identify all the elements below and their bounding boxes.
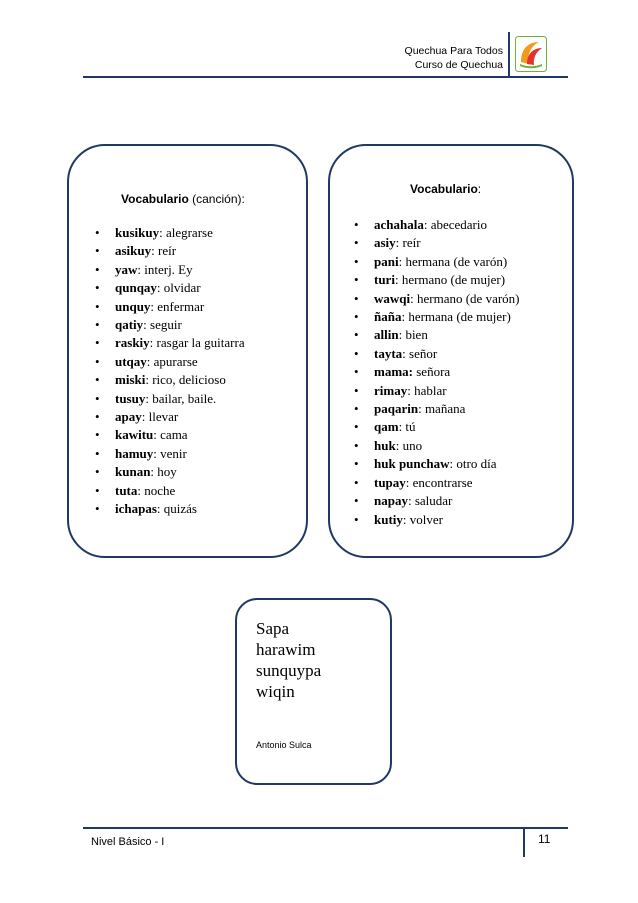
vocab-definition: : noche: [137, 482, 176, 498]
vocab-item: [95, 242, 245, 260]
vocabulary-title: Vocabulario:: [410, 182, 482, 196]
vocab-item: [95, 353, 245, 371]
vocab-item: [95, 279, 245, 297]
bullet-icon: •: [354, 364, 359, 380]
bullet-icon: •: [95, 409, 100, 425]
vocab-item: [354, 216, 520, 234]
vocab-term: napay: [374, 493, 408, 509]
vocabulary-song-title: Vocabulario (canción):: [121, 192, 245, 206]
vocab-definition: : abecedario: [423, 217, 487, 232]
vocab-item: [354, 437, 520, 455]
vocab-term: kunan: [115, 464, 151, 480]
bullet-icon: •: [95, 353, 100, 369]
vocab-definition: : encontrarse: [405, 474, 473, 490]
bullet-icon: •: [95, 335, 100, 351]
vocab-definition: : quizás: [156, 501, 197, 517]
footer-level: Nivel Básico - I: [91, 836, 165, 848]
vocab-term: ñaña: [374, 309, 402, 325]
vocab-term: qam: [374, 419, 399, 435]
vocab-term: paqarin: [374, 401, 419, 417]
bullet-icon: •: [95, 501, 100, 517]
vocab-definition: : reír: [151, 243, 177, 259]
vocab-item: [354, 271, 520, 289]
vocab-definition: : hermana (de mujer): [401, 309, 511, 325]
bullet-icon: •: [354, 327, 359, 343]
vocab-item: [354, 511, 520, 529]
vocab-item: [354, 308, 520, 326]
bullet-icon: •: [354, 493, 359, 509]
header-line-2: Curso de Quechua: [414, 59, 503, 71]
vocab-definition: señora: [413, 364, 451, 380]
vocab-term: huk punchaw: [374, 456, 450, 472]
vocab-definition: : uno: [395, 437, 423, 453]
vocab-definition: : interj. Ey: [137, 261, 193, 277]
vocab-term: apay: [115, 409, 142, 425]
bullet-icon: •: [95, 225, 100, 240]
vocab-term: tuta: [115, 482, 138, 498]
vocab-definition: : cama: [153, 427, 188, 443]
vocab-item: [354, 400, 520, 418]
vocab-definition: : rico, delicioso: [145, 372, 226, 388]
vocab-term: ichapas: [115, 501, 157, 517]
bullet-icon: •: [354, 217, 359, 232]
bullet-icon: •: [95, 482, 100, 498]
vocab-item: [354, 382, 520, 400]
vocab-definition: : venir: [153, 445, 187, 461]
vocab-term: utqay: [115, 353, 147, 369]
vocab-term: tayta: [374, 345, 403, 361]
vocab-term: raskiy: [115, 335, 150, 351]
vocab-term: yaw: [115, 261, 138, 277]
vocab-term: rimay: [374, 382, 408, 398]
vocab-definition: : hermana (de varón): [398, 253, 508, 269]
vocab-item: [354, 418, 520, 436]
bullet-icon: •: [354, 419, 359, 435]
vocab-definition: : hoy: [150, 464, 177, 480]
header-line-1: Quechua Para Todos: [404, 45, 503, 57]
poem-text: [256, 618, 321, 702]
vocab-term: huk: [374, 437, 396, 453]
vocab-definition: : mañana: [418, 401, 466, 417]
bullet-icon: •: [354, 511, 359, 527]
bullet-icon: •: [95, 427, 100, 443]
vocab-item: [95, 426, 245, 444]
vocab-definition: : bailar, baile.: [145, 390, 217, 406]
vocab-definition: : llevar: [141, 409, 179, 425]
vocab-definition: : reír: [395, 235, 421, 251]
vocab-term: pani: [374, 253, 399, 269]
vocab-term: tusuy: [115, 390, 146, 406]
vocab-item: [95, 298, 245, 316]
vocab-item: [95, 334, 245, 352]
vocab-term: allin: [374, 327, 399, 343]
vocab-term: unquy: [115, 298, 151, 314]
vocab-definition: : hermano (de varón): [410, 290, 520, 306]
header-text: [405, 44, 503, 72]
vocab-item: [95, 500, 245, 518]
page-number: 11: [538, 832, 551, 846]
bullet-icon: •: [95, 280, 100, 296]
vocab-item: [354, 363, 520, 381]
bullet-icon: •: [95, 372, 100, 388]
vocabulary-list: [354, 216, 520, 529]
vocab-item: [95, 371, 245, 389]
vocab-item: [354, 455, 520, 473]
vocab-term: mama:: [374, 364, 413, 380]
vocab-definition: : hablar: [407, 382, 447, 398]
vocab-term: hamuy: [115, 445, 154, 461]
poem-line: sunquypa: [256, 661, 322, 680]
vocab-definition: : volver: [402, 511, 443, 527]
poem-author: Antonio Sulca: [256, 740, 312, 750]
bullet-icon: •: [354, 253, 359, 269]
vocab-item: [354, 234, 520, 252]
bullet-icon: •: [354, 456, 359, 472]
vocab-term: achahala: [374, 217, 424, 232]
vocab-item: [354, 474, 520, 492]
bullet-icon: •: [354, 401, 359, 417]
vocab-item: [95, 261, 245, 279]
header-separator: [508, 32, 510, 78]
vocab-term: qunqay: [115, 280, 157, 296]
vocab-term: turi: [374, 272, 395, 288]
bullet-icon: •: [95, 243, 100, 259]
vocab-term: wawqi: [374, 290, 411, 306]
bullet-icon: •: [354, 272, 359, 288]
bullet-icon: •: [354, 437, 359, 453]
vocabulary-box: [328, 144, 574, 558]
poem-line: Sapa: [256, 619, 290, 638]
bullet-icon: •: [95, 464, 100, 480]
vocab-item: [354, 492, 520, 510]
vocab-item: [95, 463, 245, 481]
poem-box: [235, 598, 392, 785]
vocab-term: miski: [115, 372, 146, 388]
vocab-term: tupay: [374, 474, 406, 490]
bullet-icon: •: [95, 390, 100, 406]
vocab-term: kusikuy: [115, 225, 160, 240]
vocab-item: [354, 253, 520, 271]
vocab-term: qatiy: [115, 317, 144, 333]
bullet-icon: •: [354, 382, 359, 398]
bullet-icon: •: [354, 474, 359, 490]
vocab-definition: : olvidar: [156, 280, 201, 296]
vocab-term: kutiy: [374, 511, 403, 527]
vocab-definition: : seguir: [143, 317, 182, 333]
vocab-item: [354, 326, 520, 344]
bullet-icon: •: [354, 345, 359, 361]
bullet-icon: •: [354, 309, 359, 325]
vocabulary-song-list: [95, 224, 245, 519]
footer-rule: [83, 827, 568, 829]
vocab-term: asiy: [374, 235, 396, 251]
vocab-item: [95, 390, 245, 408]
vocab-item: [95, 408, 245, 426]
bullet-icon: •: [95, 445, 100, 461]
vocabulary-song-box: [67, 144, 308, 558]
vocab-item: [354, 345, 520, 363]
vocab-definition: : enfermar: [150, 298, 205, 314]
poem-line: harawim: [256, 640, 316, 659]
vocab-item: [95, 482, 245, 500]
vocab-item: [95, 445, 245, 463]
poem-line: wiqin: [256, 682, 295, 701]
vocab-definition: : tú: [398, 419, 416, 435]
vocab-definition: : apurarse: [146, 353, 198, 369]
bullet-icon: •: [95, 261, 100, 277]
vocab-definition: : bien: [398, 327, 428, 343]
footer-separator: [523, 827, 525, 857]
vocab-term: asikuy: [115, 243, 152, 259]
bullet-icon: •: [95, 298, 100, 314]
vocab-term: kawitu: [115, 427, 154, 443]
vocab-item: [354, 290, 520, 308]
vocab-definition: : saludar: [407, 493, 453, 509]
vocab-definition: : otro día: [449, 456, 497, 472]
course-logo-icon: [515, 36, 547, 72]
vocab-definition: : hermano (de mujer): [394, 272, 506, 288]
vocab-definition: : alegrarse: [159, 225, 213, 240]
vocab-definition: : señor: [402, 345, 438, 361]
vocab-item: [95, 224, 245, 242]
vocab-item: [95, 316, 245, 334]
bullet-icon: •: [354, 290, 359, 306]
vocab-definition: : rasgar la guitarra: [149, 335, 245, 351]
bullet-icon: •: [95, 317, 100, 333]
header-rule: [83, 76, 568, 78]
bullet-icon: •: [354, 235, 359, 251]
